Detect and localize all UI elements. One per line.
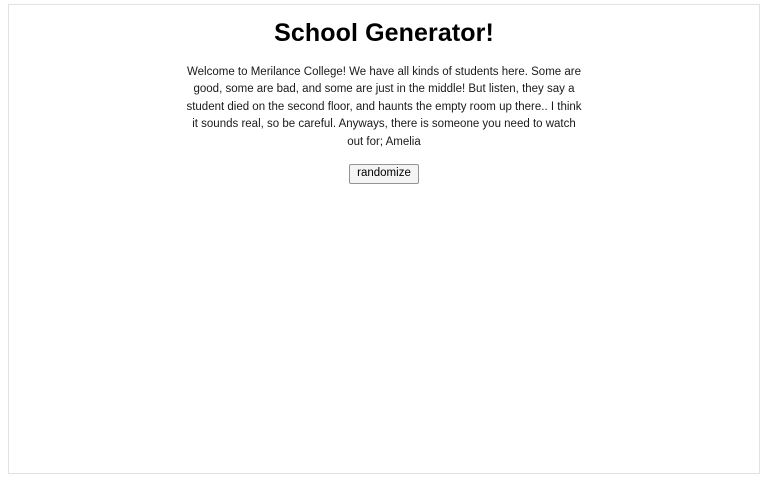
randomize-row (9, 163, 759, 184)
intro-paragraph: Welcome to Merilance College! We have all kinds of students here. Some are good, some are bad, and some are just in the middle! But listen, they say a student died on the second floor, and haunts the empty room up there.. I think it sounds real, so be careful. Anyways, there is someone you need to watch out for; Amelia (186, 66, 582, 148)
page-frame (8, 4, 760, 474)
randomize-button[interactable]: randomize (349, 164, 419, 184)
page-title: School Generator! (274, 19, 494, 47)
page-content (9, 5, 759, 184)
